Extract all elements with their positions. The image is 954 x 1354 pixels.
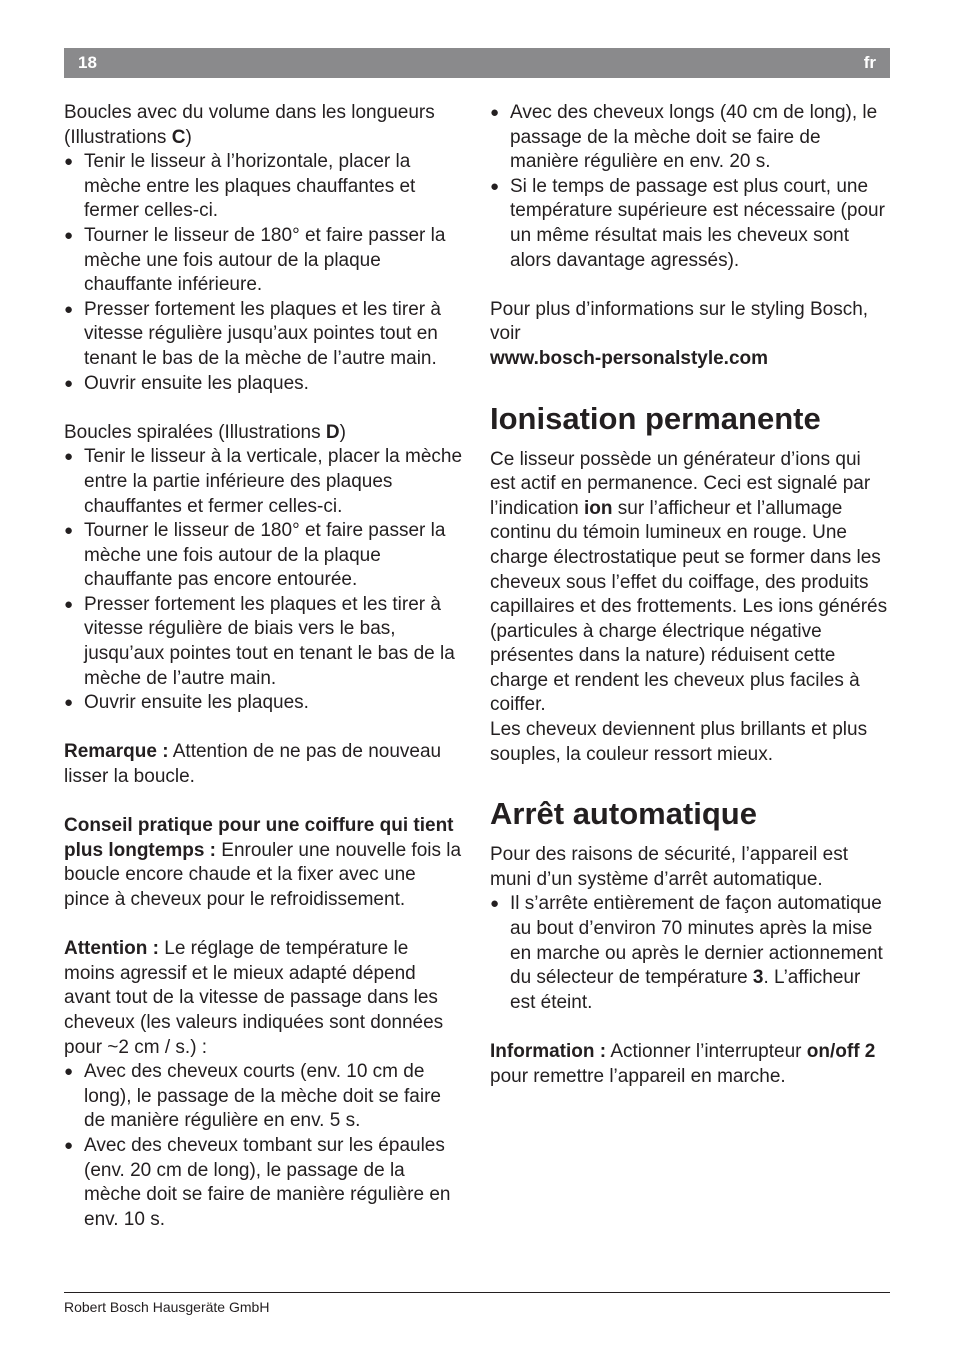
list-item: ● Il s’arrête entièrement de façon automatique au bout d’environ 70 minutes après la mise en marche ou après le dernier actionnement du sélecteur de température 3. L’afficheur est éteint.: [490, 892, 890, 1015]
attention-paragraph: Attention : Le réglage de température le moins agressif et le mieux adapté dépend avant tout de la vitesse de passage dans les cheveux (les valeurs indiquées sont données pour ~2 cm / s.) :: [64, 938, 444, 1058]
section-title-spiral-curls: Boucles spiralées (Illustrations D): [64, 421, 346, 443]
list-item: ● Tourner le lisseur de 180° et faire passer la mèche une fois autour de la plaque chauffante inférieure.: [64, 224, 464, 298]
list-item: ● Avec des cheveux courts (env. 10 cm de long), le passage de la mèche doit se faire de manière régulière en env. 5 s.: [64, 1060, 464, 1134]
right-column: [490, 101, 890, 1089]
list-item: ● Presser fortement les plaques et les tirer à vitesse régulière de biais vers le bas, jusqu’aux pointes tout en tenant le bas de la mèche de l’autre main.: [64, 593, 464, 691]
list-item: ● Ouvrir ensuite les plaques.: [64, 691, 464, 716]
left-column: [64, 101, 464, 1232]
page-number: 18: [78, 53, 97, 72]
page-header-bar: [64, 48, 890, 78]
footer-divider: [64, 1292, 890, 1293]
heading-auto-off: Arrêt automatique: [490, 796, 757, 832]
section-title-volume-curls: Boucles avec du volume dans les longueurs (Illustrations C): [64, 102, 435, 148]
tip-paragraph: Conseil pratique pour une coiffure qui tient plus longtemps : Enrouler une nouvelle fois la boucle encore chaude et la fixer avec une pince à cheveux pour le refroidissement.: [64, 815, 462, 910]
list-item: ● Tenir le lisseur à la verticale, placer la mèche entre la partie inférieure des plaques chauffantes et fermer celles-ci.: [64, 445, 464, 519]
attention-items: [64, 1060, 464, 1232]
more-info-paragraph: Pour plus d’informations sur le styling Bosch, voir www.bosch-personalstyle.com: [490, 298, 869, 369]
footer-company: Robert Bosch Hausgeräte GmbH: [64, 1299, 270, 1315]
list-item: ● Avec des cheveux longs (40 cm de long), le passage de la mèche doit se faire de manière régulière en env. 20 s.: [490, 101, 890, 175]
list-item: ● Si le temps de passage est plus court, une température supérieure est nécessaire (pour un même résultat mais les cheveux sont alors davantage agressés).: [490, 175, 890, 273]
auto-off-items: [490, 892, 890, 1015]
remark-paragraph: Remarque : Attention de ne pas de nouveau lisser la boucle.: [64, 741, 442, 788]
ionisation-paragraph: Ce lisseur possède un générateur d’ions qui est actif en permanence. Ceci est signalé par l’indication ion sur l’afficheur et l’allumage continu du témoin lumineux en rouge. Une charge électrostatique peut se former dans les cheveux sous l’effet du coiffage, des produits capillaires et des frottements. Les ions générés (particules à charge électrique négative présentes dans la nature) réduisent cette charge et rendent les cheveux plus faciles à coiffer.: [490, 448, 888, 716]
language-code: fr: [863, 53, 876, 72]
list-item: ● Tourner le lisseur de 180° et faire passer la mèche une fois autour de la plaque chauffante pas encore entourée.: [64, 519, 464, 593]
heading-ionisation: Ionisation permanente: [490, 400, 821, 436]
list-item: ● Ouvrir ensuite les plaques.: [64, 372, 464, 397]
information-paragraph: Information : Actionner l’interrupteur on/off 2 pour remettre l’appareil en marche.: [490, 1041, 876, 1087]
volume-curls-steps: [64, 150, 464, 396]
list-item: ● Tenir le lisseur à l’horizontale, placer la mèche entre les plaques chauffantes et fermer celles-ci.: [64, 150, 464, 224]
ionisation-paragraph-2: Les cheveux deviennent plus brillants et plus souples, la couleur ressort mieux.: [490, 719, 868, 765]
speed-items: [490, 101, 890, 273]
list-item: ● Presser fortement les plaques et les tirer à vitesse régulière jusqu’aux pointes tout en tenant le bas de la mèche de l’autre main.: [64, 298, 464, 372]
list-item: ● Avec des cheveux tombant sur les épaules (env. 20 cm de long), le passage de la mèche doit se faire de manière régulière en env. 10 s.: [64, 1134, 464, 1232]
spiral-curls-steps: [64, 445, 464, 716]
auto-off-paragraph: Pour des raisons de sécurité, l’appareil est muni d’un système d’arrêt automatique.: [490, 844, 849, 890]
website-link[interactable]: www.bosch-personalstyle.com: [490, 347, 769, 369]
